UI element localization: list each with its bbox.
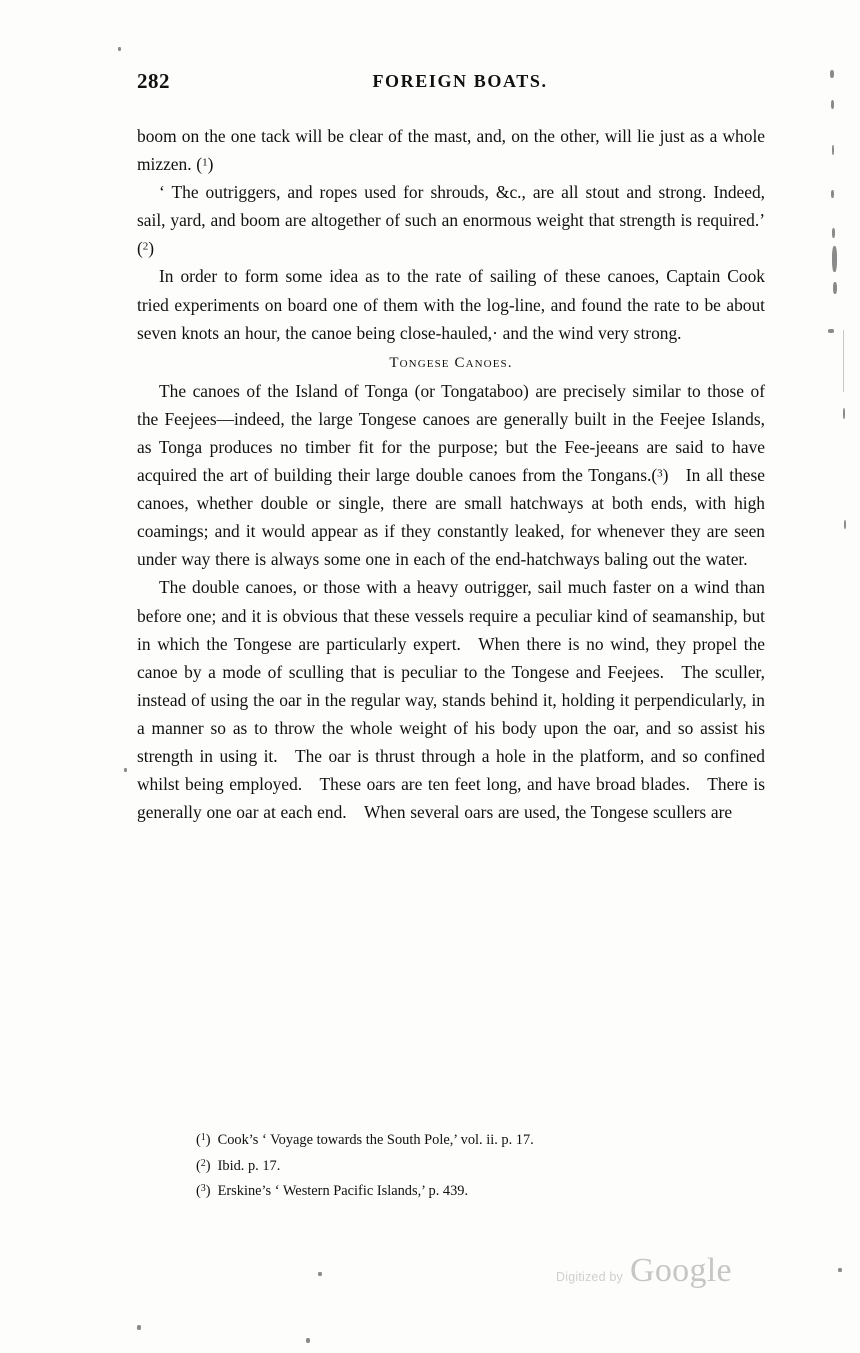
footnote-text: Cook’s ‘ Voyage towards the South Pole,’ vol. ii. p. 17. [217, 1132, 534, 1148]
paragraph-1-tail: ) [207, 154, 214, 175]
digitized-by-google-watermark [556, 1252, 732, 1294]
scan-speck [831, 190, 834, 198]
paragraph-2-tail: ) [148, 238, 155, 259]
scan-speck [306, 1338, 310, 1343]
footnote-marker: ($^1$) [196, 1132, 211, 1148]
running-head-title: FOREIGN BOATS. [372, 71, 548, 91]
paragraph-1 [137, 122, 765, 178]
footnote-item [196, 1179, 756, 1205]
footnote-item [196, 1154, 756, 1180]
scan-speck [832, 246, 837, 272]
footnote-ref-2[interactable]: 2 [142, 240, 149, 253]
paragraph-4-text: The canoes of the Island of Tonga (or Tongataboo) are precisely similar to those of the Feejees—indeed, the large Tongese canoes are generally built in the Feejee Islands, as Tonga produces no timber fit for the purpose; but the Fee-jeeans are said to have acquired the art of building their large double canoes from the Tongans.( [137, 380, 765, 486]
scan-speck [118, 47, 121, 51]
scan-speck [832, 145, 834, 155]
page-folio-number: 282 [137, 69, 170, 93]
scan-speck [318, 1272, 322, 1276]
paragraph-4 [137, 377, 765, 574]
paragraph-1-text: boom on the one tack will be clear of the mast, and, on the other, will lie just as a whole mizzen. ( [137, 126, 765, 175]
scan-edge-line [843, 330, 844, 392]
footnote-ref-3[interactable]: 3 [657, 467, 663, 480]
scan-speck [831, 100, 834, 109]
paragraph-4-tail: ) In all these canoes, whether double or single, there are small hatchways at both ends, with high coamings; and it would appear as if they constantly leaked, for whenever they are seen under way there is always some one in each of the end-hatchways baling out the water. [137, 465, 765, 570]
watermark-google-logo: Google [630, 1252, 732, 1289]
watermark-digitized-label: Digitized by [556, 1270, 624, 1284]
footnotes-section [196, 1128, 756, 1205]
scan-speck [137, 1325, 141, 1330]
footnote-ref-1[interactable]: 1 [202, 156, 208, 169]
footnote-text: Ibid. p. 17. [217, 1157, 281, 1174]
scan-speck [843, 408, 845, 419]
footnote-marker: ($^2$) [196, 1157, 211, 1174]
footnote-text: Erskine’s ‘ Western Pacific Islands,’ p. 439. [217, 1183, 469, 1199]
scan-speck [124, 768, 127, 772]
paragraph-5: The double canoes, or those with a heavy outrigger, sail much faster on a wind than before one; and it is obvious that these vessels require a peculiar kind of seamanship, but in which the Tongese are particularly expert. When there is no wind, they propel the canoe by a mode of sculling that is peculiar to the Tongese and Feejees. The sculler, instead of using the oar in the regular way, stands behind it, holding it perpendicularly, in a manner so as to throw the whole weight of his body upon the oar, and so assist his strength in using it. The oar is thrust through a hole in the platform, and so confined whilst being employed. These oars are ten feet long, and have broad blades. There is generally one oar at each end. When several oars are used, the Tongese scullers are [137, 577, 765, 823]
body-text-block [137, 122, 765, 826]
section-heading-tongese-canoes: Tongese Canoes. [389, 354, 513, 371]
scan-speck [830, 70, 834, 78]
paragraph-2 [137, 178, 765, 262]
paragraph-2-text: ‘ The outriggers, and ropes used for shrouds, &c., are all stout and strong. Indeed, sail, yard, and boom are altogether of such an enormous weight that strength is required.’ ( [137, 182, 765, 259]
scan-speck [838, 1268, 842, 1272]
page-header [137, 68, 765, 94]
scan-speck [828, 329, 834, 333]
scan-speck [833, 282, 837, 294]
paragraph-3: In order to form some idea as to the rate of sailing of these canoes, Captain Cook tried experiments on board one of them with the log-line, and found the rate to be about seven knots an hour, the canoe being close-hauled,· and the wind very strong. [137, 266, 765, 343]
scan-speck [832, 228, 835, 238]
footnote-marker: ($^3$) [196, 1183, 211, 1199]
footnote-item [196, 1128, 756, 1154]
scan-speck [844, 520, 846, 529]
